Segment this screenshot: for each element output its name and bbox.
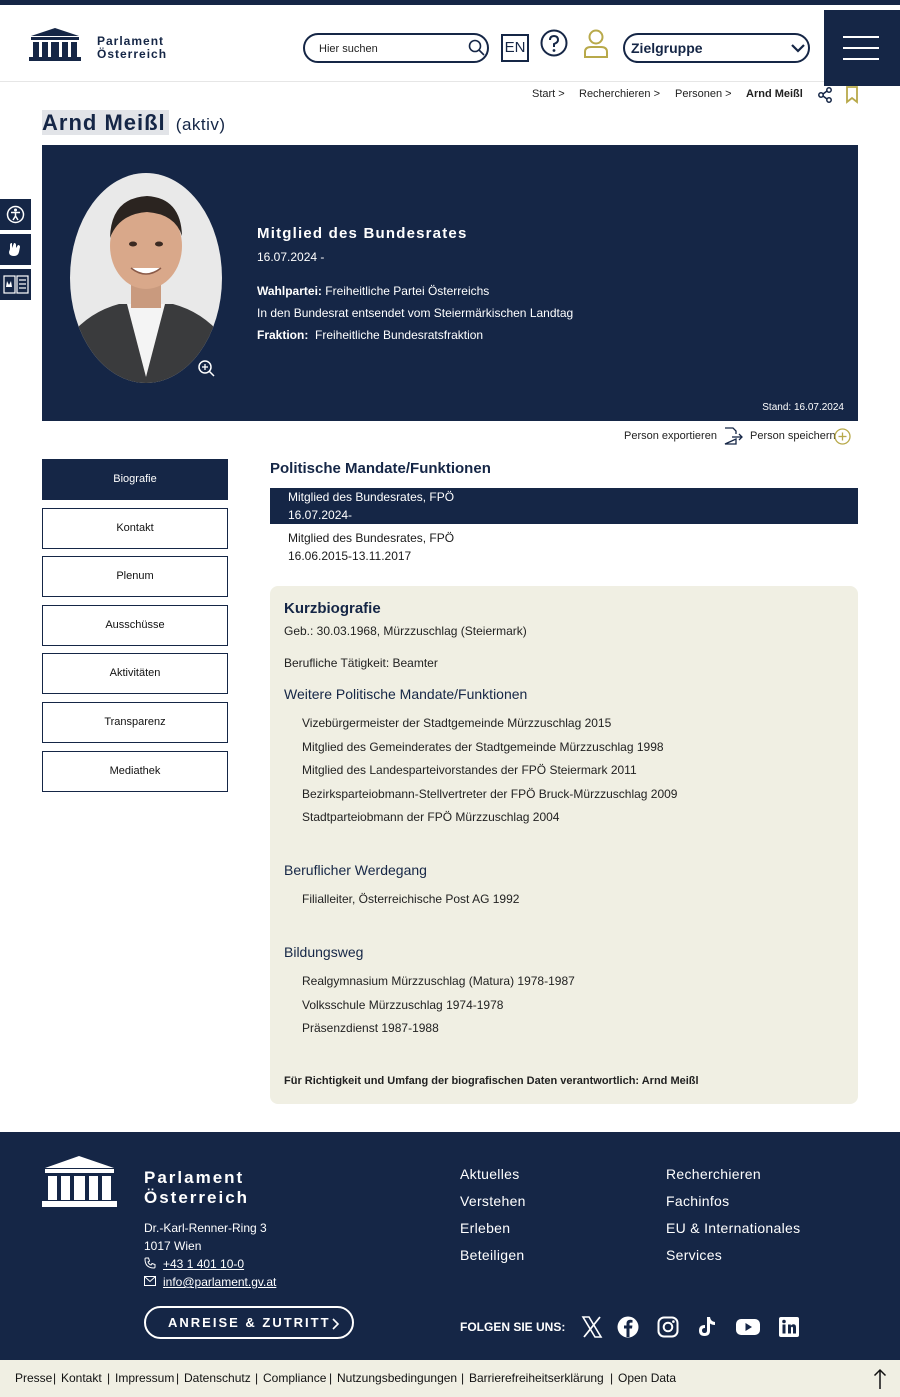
bottom-link-bar	[0, 1360, 900, 1397]
bottom-link-datenschutz[interactable]: Datenschutz	[184, 1371, 251, 1385]
bottom-link-kontakt[interactable]: Kontakt	[61, 1371, 102, 1385]
footer-link-aktuelles[interactable]: Aktuelles	[460, 1166, 520, 1182]
separator: |	[176, 1371, 180, 1385]
separator: |	[610, 1371, 614, 1385]
bottom-link-impressum[interactable]: Impressum	[115, 1371, 175, 1385]
tab-plenum[interactable]: Plenum	[42, 556, 228, 597]
mandate-item-past[interactable]	[270, 529, 858, 565]
anreise-button[interactable]	[144, 1306, 354, 1339]
linkedin-icon[interactable]	[777, 1315, 801, 1339]
mandate-item-dates: 16.07.2024-	[288, 508, 353, 522]
facebook-icon[interactable]	[616, 1315, 640, 1339]
site-header	[0, 5, 900, 82]
separator: |	[107, 1371, 111, 1385]
scroll-to-top-icon[interactable]	[873, 1368, 887, 1390]
phone-link[interactable]: +43 1 401 10-0	[163, 1257, 245, 1271]
bottom-link-presse[interactable]: Presse	[15, 1371, 53, 1385]
tab-kontakt[interactable]: Kontakt	[42, 508, 228, 549]
easy-language-icon	[3, 275, 29, 294]
mandate-item-current[interactable]	[270, 488, 858, 524]
wahlpartei-label: Wahlpartei:	[257, 284, 322, 298]
footer-link-verstehen[interactable]: Verstehen	[460, 1193, 526, 1209]
breadcrumb-personen[interactable]: Personen >	[675, 88, 732, 100]
fraktion-label: Fraktion:	[257, 328, 309, 342]
list-item: Mitglied des Gemeinderates der Stadtgemeinde Mürzzuschlag 1998	[302, 740, 664, 754]
search-input[interactable]	[319, 40, 459, 57]
footer-brand	[144, 1168, 249, 1208]
x-twitter-icon[interactable]	[580, 1315, 604, 1339]
list-item: Mitglied des Landesparteivorstandes der FPÖ Steiermark 2011	[302, 763, 637, 777]
hamburger-icon	[843, 36, 879, 60]
separator: |	[53, 1371, 57, 1385]
logo-line1: Parlament	[97, 34, 165, 48]
footer-brand-line1: Parlament	[144, 1168, 245, 1187]
wahlpartei-value[interactable]: Freiheitliche Partei Österreichs	[325, 284, 490, 298]
easy-language-button[interactable]	[0, 269, 31, 300]
stand-date: Stand: 16.07.2024	[762, 402, 844, 413]
footer-link-erleben[interactable]: Erleben	[460, 1220, 511, 1236]
bottom-link-nutzungsbedingungen[interactable]: Nutzungsbedingungen	[337, 1371, 458, 1385]
tab-ausschuesse[interactable]: Ausschüsse	[42, 605, 228, 646]
share-icon[interactable]	[817, 87, 833, 103]
tab-aktivitaeten[interactable]: Aktivitäten	[42, 653, 228, 694]
logo-line2: Österreich	[97, 47, 168, 61]
youtube-icon[interactable]	[735, 1315, 761, 1339]
footer-link-recherchieren[interactable]: Recherchieren	[666, 1166, 761, 1182]
list-item: Volksschule Mürzzuschlag 1974-1978	[302, 998, 504, 1012]
responsibility-note: Für Richtigkeit und Umfang der biografischen Daten verantwortlich: Arnd Meißl	[284, 1075, 699, 1087]
list-item: Vizebürgermeister der Stadtgemeinde Mürzzuschlag 2015	[302, 716, 612, 730]
bookmark-icon[interactable]	[845, 86, 859, 104]
footer-logo-icon[interactable]	[42, 1154, 117, 1207]
search-box	[303, 33, 489, 63]
address-street: Dr.-Karl-Renner-Ring 3	[144, 1221, 267, 1235]
follow-label: FOLGEN SIE UNS:	[460, 1320, 566, 1334]
kurzbiografie-title: Kurzbiografie	[284, 600, 381, 617]
bottom-link-open-data[interactable]: Open Data	[618, 1371, 677, 1385]
fraktion-row	[257, 328, 483, 342]
footer-link-eu[interactable]: EU & Internationales	[666, 1220, 801, 1236]
list-item: Stadtparteiobmann der FPÖ Mürzzuschlag 2004	[302, 810, 560, 824]
parliament-logo-icon[interactable]	[29, 27, 81, 61]
list-item: Filialleiter, Österreichische Post AG 1992	[302, 892, 520, 906]
breadcrumb-start[interactable]: Start >	[532, 88, 565, 100]
email-link[interactable]: info@parlament.gv.at	[163, 1275, 277, 1289]
role-title: Mitglied des Bundesrates	[257, 225, 468, 242]
footer-brand-line2: Österreich	[144, 1188, 250, 1207]
phone-icon	[144, 1257, 156, 1269]
page-title	[42, 110, 226, 136]
address-city: 1017 Wien	[144, 1239, 202, 1253]
mandate-item-title: Mitglied des Bundesrates, FPÖ	[288, 531, 455, 545]
instagram-icon[interactable]	[656, 1315, 680, 1339]
separator: |	[329, 1371, 333, 1385]
profession-info: Berufliche Tätigkeit: Beamter	[284, 656, 438, 670]
separator: |	[255, 1371, 259, 1385]
save-person-link[interactable]: Person speichern	[750, 430, 836, 442]
mandate-item-title: Mitglied des Bundesrates, FPÖ	[288, 490, 455, 504]
portrait-photo[interactable]	[69, 172, 223, 384]
site-footer	[0, 1132, 900, 1360]
sign-language-button[interactable]	[0, 234, 31, 265]
accessibility-icon	[6, 205, 25, 224]
zielgruppe-select[interactable]	[623, 33, 810, 63]
bottom-link-barrierefreiheit[interactable]: Barrierefreiheitserklärung	[469, 1371, 604, 1385]
mail-icon	[144, 1276, 156, 1286]
list-item: Präsenzdienst 1987-1988	[302, 1021, 439, 1035]
person-status: (aktiv)	[175, 115, 226, 134]
role-date: 16.07.2024 -	[257, 250, 325, 264]
kurzbiografie-box	[270, 586, 858, 1104]
separator: |	[461, 1371, 465, 1385]
export-icon[interactable]	[723, 427, 743, 445]
mandate-title: Politische Mandate/Funktionen	[270, 460, 491, 477]
add-circle-icon[interactable]	[834, 428, 851, 445]
birth-info: Geb.: 30.03.1968, Mürzzuschlag (Steiermark)	[284, 624, 527, 638]
menu-button[interactable]	[824, 10, 900, 86]
weitere-mandate-title: Weitere Politische Mandate/Funktionen	[284, 686, 528, 702]
breadcrumb-recherchieren[interactable]: Recherchieren >	[579, 88, 661, 100]
list-item: Bezirksparteiobmann-Stellvertreter der FPÖ Bruck-Mürzzuschlag 2009	[302, 787, 678, 801]
footer-link-services[interactable]: Services	[666, 1247, 723, 1263]
logo-text[interactable]	[97, 35, 167, 61]
accessibility-button[interactable]	[0, 199, 31, 230]
mandate-item-dates: 16.06.2015-13.11.2017	[288, 549, 412, 563]
footer-link-fachinfos[interactable]: Fachinfos	[666, 1193, 730, 1209]
person-hero	[42, 145, 858, 421]
export-person-link[interactable]: Person exportieren	[624, 430, 717, 442]
entsendet-row: In den Bundesrat entsendet vom Steiermärkischen Landtag	[257, 306, 574, 320]
anreise-label: ANREISE & ZUTRITT	[168, 1315, 331, 1330]
footer-link-beteiligen[interactable]: Beteiligen	[460, 1247, 525, 1263]
breadcrumb-current: Arnd Meißl	[746, 88, 803, 100]
werdegang-title: Beruflicher Werdegang	[284, 862, 427, 878]
zielgruppe-label: Zielgruppe	[631, 40, 703, 56]
bottom-link-compliance[interactable]: Compliance	[263, 1371, 327, 1385]
bildungsweg-title: Bildungsweg	[284, 944, 364, 960]
tab-mediathek[interactable]: Mediathek	[42, 751, 228, 792]
user-icon[interactable]	[583, 28, 609, 58]
list-item: Realgymnasium Mürzzuschlag (Matura) 1978-1987	[302, 974, 575, 988]
search-icon[interactable]	[468, 39, 485, 56]
chevron-right-icon	[332, 1318, 340, 1330]
help-icon[interactable]	[540, 29, 568, 57]
tab-transparenz[interactable]: Transparenz	[42, 702, 228, 743]
tiktok-icon[interactable]	[695, 1315, 719, 1339]
sign-language-icon	[6, 240, 25, 259]
language-switch-button[interactable]: EN	[501, 34, 529, 62]
person-name: Arnd Meißl	[42, 110, 169, 135]
tab-biografie[interactable]: Biografie	[42, 459, 228, 500]
chevron-down-icon	[791, 43, 805, 53]
wahlpartei-row	[257, 284, 489, 298]
fraktion-value[interactable]: Freiheitliche Bundesratsfraktion	[315, 328, 484, 342]
